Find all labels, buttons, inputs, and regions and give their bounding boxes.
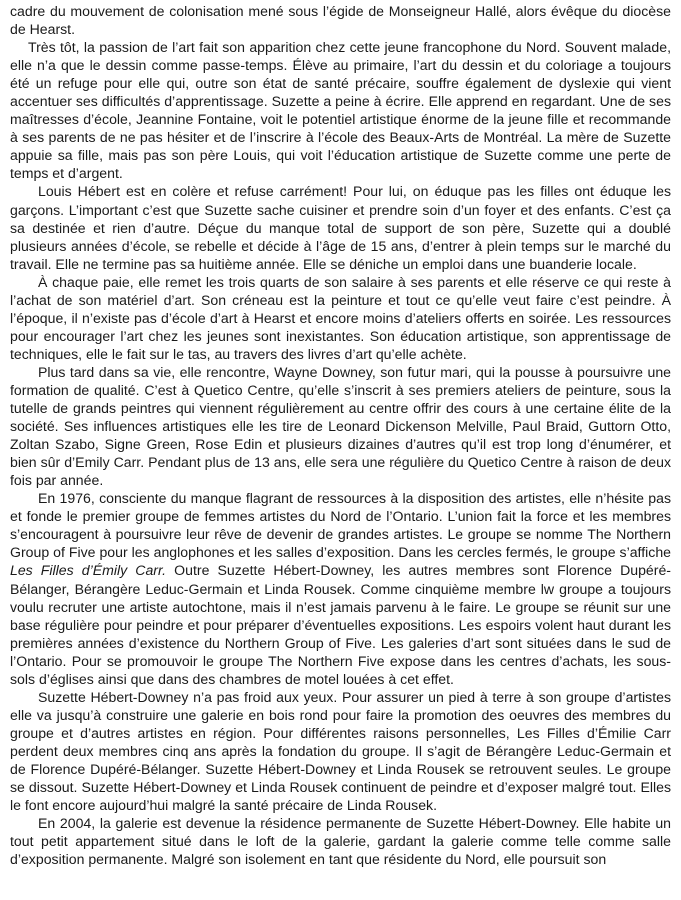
paragraph-diocese: cadre du mouvement de colonisation mené sous l’égide de Monseigneur Hallé, alors évêque du diocèse de Hearst. [10,3,671,38]
paragraph-residence: En 2004, la galerie est devenue la résidence permanente de Suzette Hébert-Downey. Elle habite un tout petit appartement situé dans le loft de la galerie, gardant la galerie comme telle comme salle d’exposition permanente. Malgré son isolement en tant que résidente du Nord, elle poursuit son [10,815,671,868]
paragraph-early-passion: Très tôt, la passion de l’art fait son apparition chez cette jeune francophone du Nord. Souvent malade, elle n’a que le dessin comme passe-temps. Élève au primaire, l’art du dessin et du coloriage a toujours été un refuge pour elle qui, outre son état de santé précaire, souffre également de dyslexie qui vient accentuer ses difficultés d’apprentissage. Suzette a peine à écrire. Elle apprend en regardant. Une de ses maîtresses d’école, Jeannine Fontaine, voit le potentiel artistique énorme de la jeune fille et recommande à ses parents de ne pas hésiter et de l’inscrire à l’école des Beaux-Arts de Montréal. La mère de Suzette appuie sa fille, mais pas son père Louis, qui voit l’éducation artistique de Suzette comme une perte de temps et d’argent. [10,39,671,182]
paragraph-quetico: Plus tard dans sa vie, elle rencontre, Wayne Downey, son futur mari, qui la pousse à poursuivre une formation de qualité. C’est à Quetico Centre, qu’elle s’inscrit à ses premiers ateliers de peinture, sous la tutelle de grands peintres qui viennent régulièrement au centre offrir des cours à une certaine élite de la société. Ses influences artistiques elle les tire de Leonard Dickenson Melville, Paul Braid, Guttorn Otto, Zoltan Szabo, Signe Green, Rose Edin et plusieurs dizaines d’autres qu’il est trop long d’énumérer, et bien sûr d’Emily Carr. Pendant plus de 13 ans, elle sera une régulière du Quetico Centre à raison de deux fois par année. [10,363,671,489]
group-text-after: Outre Suzette Hébert-Downey, les autres membres sont Florence Dupéré-Bélanger, Bérangère Leduc-Germain et Linda Rousek. Comme cinquième membre lw groupe a toujours voulu recruter une artiste autochtone, mais il n’est jamais parvenu à le faire. Le groupe se réunit sur une base régulière pour peindre et pour préparer d’éventuelles expositions. Les espoirs volent haut durant les premières années d’existence du Northern Group of Five. Les galeries d’art sont situées dans le sud de l’Ontario. Pour se promouvoir le groupe The Northern Five expose dans les centres d’achats, les sous-sols d’églises ainsi que dans des chambres de motel louées à cet effet. [10,562,671,687]
paragraph-gallery: Suzette Hébert-Downey n’a pas froid aux yeux. Pour assurer un pied à terre à son groupe d’artistes elle va jusqu’à construire une galerie en bois rond pour faire la promotion des oeuvres des membres du groupe et d’autres artistes en région. Pour différentes raisons personnelles, Les Filles d’Émilie Carr perdent deux membres cinq ans après la fondation du groupe. Il s’agit de Bérangère Leduc-Germain et de Florence Dupéré-Bélanger. Suzette Hébert-Downey et Linda Rousek se retrouvent seules. Le groupe se dissout. Suzette Hébert-Downey et Linda Rousek continuent de peindre et d’exposer malgré tout. Elles le font encore aujourd’hui malgré la santé précaire de Linda Rousek. [10,688,671,814]
group-text-before: En 1976, consciente du manque flagrant de ressources à la disposition des artistes, elle n’hésite pas et fonde le premier groupe de femmes artistes du Nord de l’Ontario. L’union fait la force et les membres s’encouragent à poursuivre leur rêve de devenir de grandes artistes. Le groupe se nomme The Northern Group of Five pour les anglophones et les salles d’exposition. Dans les cercles fermés, le groupe s’affiche [10,490,671,561]
paragraph-father-refuses: Louis Hébert est en colère et refuse carrément! Pour lui, on éduque pas les filles ont éduque les garçons. L’important c’est que Suzette sache cuisiner et prendre soin d’un foyer et des enfants. C’est ça sa destinée et rien d’autre. Déçue du manque total de support de son père, Suzette qui a doublé plusieurs années d’école, se rebelle et décide à l’âge de 15 ans, d’entrer à plein temps sur le marché du travail. Elle ne termine pas sa huitième année. Elle se déniche un emploi dans une buanderie locale. [10,183,671,272]
paragraph-group-founding [10,489,671,688]
paragraph-salary: À chaque paie, elle remet les trois quarts de son salaire à ses parents et elle réserve ce qui reste à l’achat de son matériel d’art. Son créneau est la peinture et tout ce qu’elle veut faire c’est peindre. À l’époque, il n’existe pas d’école d’art à Hearst et encore moins d’ateliers offerts en soirée. Les ressources pour encourager l’art chez les jeunes sont inexistantes. Son éducation artistique, son apprentissage de techniques, elle le fait sur le tas, au travers des livres d’art qu’elle achète. [10,273,671,362]
group-nickname: Les Filles d’Émily Carr. [10,562,167,579]
